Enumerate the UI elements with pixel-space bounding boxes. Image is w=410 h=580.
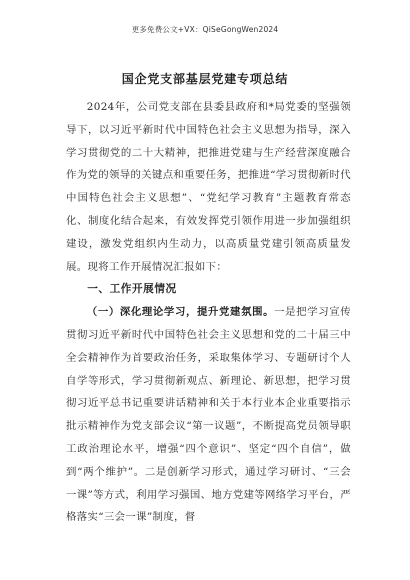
subsection-paragraph [66, 301, 351, 529]
intro-paragraph: 2024年，公司党支部在县委县政府和*局党委的坚强领导下，以习近平新时代中国特色社会主义思想为指导，深入学习贯彻党的二十大精神，把推进党建与生产经营深度融合作为党的领导的关键点和重要任务，把推进“学习贯彻新时代中国特色社会主义思想”、“党纪学习教育”主题教育常态化、制度化结合起来，有效发挥党引领作用进一步加强组织建设，激发党组织内生动力，以高质量党建引领高质量发展。现将工作开展情况汇报如下： [66, 101, 351, 273]
section-heading: 一、工作开展情况 [87, 283, 177, 296]
document-body [66, 96, 351, 529]
subsection-body: 一是把学习宣传贯彻习近平新时代中国特色社会主义思想和党的二十届三中全会精神作为首要政治任务，采取集体学习、专题研讨个人自学等形式，学习贯彻新观点、新理论、新思想，把学习贯彻习近平总书记重要讲话精神和关于本行业本企业重要指示批示精神作为党支部会议“第一议题”，不断提高党员领导职工政治理论水平，增强“四个意识”、坚定“四个自信”，做到“两个维护”。二是创新学习形式，通过学习研讨、“三会一课”等方式，利用学习强国、地方党建等网络学习平台，严格落实“三会一课”制度，督 [66, 306, 351, 524]
header-note: 更多免费公文+VX：QiSeGongWen2024 [131, 25, 279, 34]
document-title: 国企党支部基层党建专项总结 [121, 72, 289, 86]
subsection-heading: （一）深化理论学习，提升党建氛围。 [86, 306, 275, 319]
